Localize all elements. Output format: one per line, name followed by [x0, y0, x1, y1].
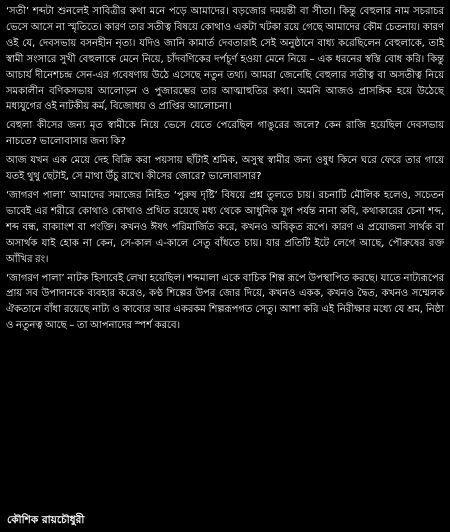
paragraph-jagaran-pala-form: ‘জাগরণ পালা’ নাটক হিসাবেই লেখা হয়েছিল। শব্দমালা একে বাচিক শিল্প রূপে উপস্থাপিত করছে। যাতে নাট্যরূপের প্রায় সব উপাদানকে ব্যবহার করেও, কণ্ঠ শিল্পের উপর জোর দিয়ে, কখনও একক, কখনও দ্বৈত, কখনও সম্মেলক ঐকতানে বাঁধা রয়েছে নাট্য ও কাব্যের আর একরকম শিল্পরূপগত সেতু। আশা করি এই নিরীক্ষার মধ্যে যে শ্রম, নিষ্ঠা ও নতুনত্ব আছে – তা আপনাদের স্পর্শ করবে।: [6, 272, 444, 332]
paragraph-jagaran-pala-purpose: ‘জাগরণ পালা’ আমাদের সমাজের নিহিত ‘পুরুষ দৃষ্টি’ বিষয়ে প্রশ্ন তুলতে চায়। রচনাটি মৌলিক হলেও, সচেতন ভাবেই এর শরীরে কোথাও কোথাও প্রথিত রয়েছে মধ্য থেকে আধুনিক যুগ পর্যন্ত নানা কবি, কথাকারের চেনা শব্দ, শব্দ বন্ধ, বাক্যাংশ বা পংক্তি। কখনও ঈষৎ পরিমার্জিত করে, কখনও অবিকৃত রূপে। কারণ এ প্রযোজনা সার্থক বা অসার্থক যাই হোক না কেন, সে-কাল এ-কালে সেতু বাঁধতে চায়। যার প্রতিটি ইটে লেগে আছে, পৌরুষের রক্ত আঁখির রং।: [6, 189, 444, 265]
paragraph-sati-behula: ‘সতী’ শব্দটা শুনলেই সাবিত্রীর কথা মনে পড়ে আমাদের। বড়জোর দময়ন্তী বা সীতা। কিন্তু বেহুলার নাম সচরাচর ভেসে আসে না স্মৃতিতে। কারণ তার সতীত্ব বিষয়ে কোথাও একটা খটকা রয়ে গেছে আমাদের কৌম চেতনায়। কারণ ওই যে, দেবসভায় বসনহীন নৃত্য। যদিও জানি কামার্ত দেবতারাই সেই অনুষ্ঠানে বাধ্য করেছিলেন বেহুলাকে, তাই স্বামী সংসারে সুখী বেহুলাকে মেনে নিয়ে, চাঁদবণিকের দর্পচূর্ণ হওয়া মেনে নিয়ে – এক ধরনের স্বস্তি বোধ করি। কিন্তু আচার্য দীনেশচন্দ্র সেন-এর গবেষণায় উঠে এসেছে নতুন তথ্য। আমরা জেনেছি বেহুলার সতীত্ব বা অসতীত্ব নিয়ে সমকালীন বণিকসভায় আলোড়ন ও পুজারম্ভের তার আত্মাহুতির কথা। অমনি আজও প্রাসঙ্গিক হয়ে উঠেছে মধ্যযুগের ওই নাটকীয় কর্ম, বিজোধয় ও প্রাপ্তির আলোচনা।: [6, 6, 444, 113]
paragraph-today-woman: আজ যখন এক মেয়ে দেহ বিক্রি করা পয়সায় ছাঁটাই শ্রমিক, অসুস্থ স্বামীর জন্য ওষুধ কিনে ঘরে ফেরে তার গায়ে যতই থুথু ছেটাই, সে মাথা উঁচু রাখে। কীসের জোরে? ভালোবাসার?: [6, 155, 444, 183]
author-signature: কৌশিক রায়চৌধুরী: [7, 514, 85, 526]
paragraph-question-behula: বেহুলা কীসের জন্য মৃত স্বামীকে নিয়ে ভেসে যেতে পেরেছিল গাঙুরের জলে? কেন রাজি হয়েছিল দেবসভায় নাচতে? ভালোবাসার জন্য কি?: [6, 120, 444, 148]
